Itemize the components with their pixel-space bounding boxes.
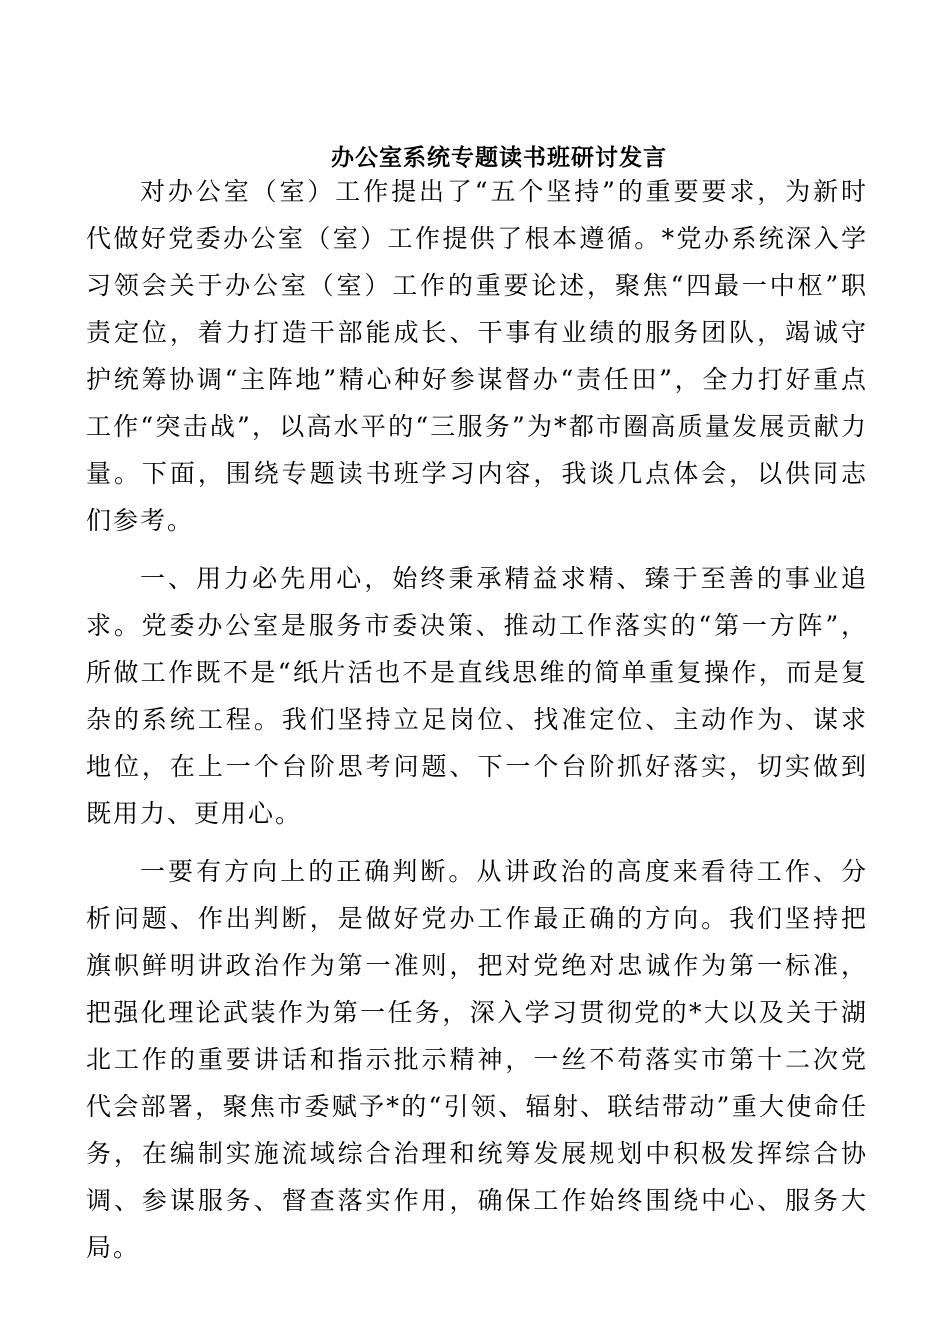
paragraph-spacer bbox=[86, 837, 868, 848]
paragraph-intro: 对办公室（室）工作提出了“五个坚持”的重要要求，为新时代做好党委办公室（室）工作提供了根本遵循。*党办系统深入学习领会关于办公室（室）工作的重要论述，聚焦“四最一中枢”职责定位，着力打造干部能成长、干事有业绩的服务团队，竭诚守护统筹协调“主阵地”精心种好参谋督办“责任田”，全力打好重点工作“突击战”，以高水平的“三服务”为*都市圈高质量发展贡献力量。下面，围绕专题读书班学习内容，我谈几点体会，以供同志们参考。 bbox=[86, 177, 868, 535]
paragraph-spacer bbox=[86, 544, 868, 555]
paragraph-direction: 一要有方向上的正确判断。从讲政治的高度来看待工作、分析问题、作出判断，是做好党办工作最正确的方向。我们坚持把旗帜鲜明讲政治作为第一准则，把对党绝对忠诚作为第一标准，把强化理论武装作为第一任务，深入学习贯彻党的*大以及关于湖北工作的重要讲话和指示批示精神，一丝不苟落实市第十二次党代会部署，聚焦市委赋予*的“引领、辐射、联结带动”重大使命任务，在编制实施流域综合治理和统筹发展规划中积极发挥综合协调、参谋服务、督查落实作用，确保工作始终围绕中心、服务大局。 bbox=[86, 857, 868, 1262]
document-title: 办公室系统专题读书班研讨发言 bbox=[331, 144, 667, 171]
paragraph-section-one: 一、用力必先用心，始终秉承精益求精、臻于至善的事业追求。党委办公室是服务市委决策、推动工作落实的“第一方阵”，所做工作既不是“纸片活也不是直线思维的简单重复操作，而是复杂的系统工程。我们坚持立足岗位、找准定位、主动作为、谋求地位，在上一个台阶思考问题、下一个台阶抓好落实，切实做到既用力、更用心。 bbox=[86, 564, 868, 828]
document-body bbox=[86, 168, 868, 1271]
